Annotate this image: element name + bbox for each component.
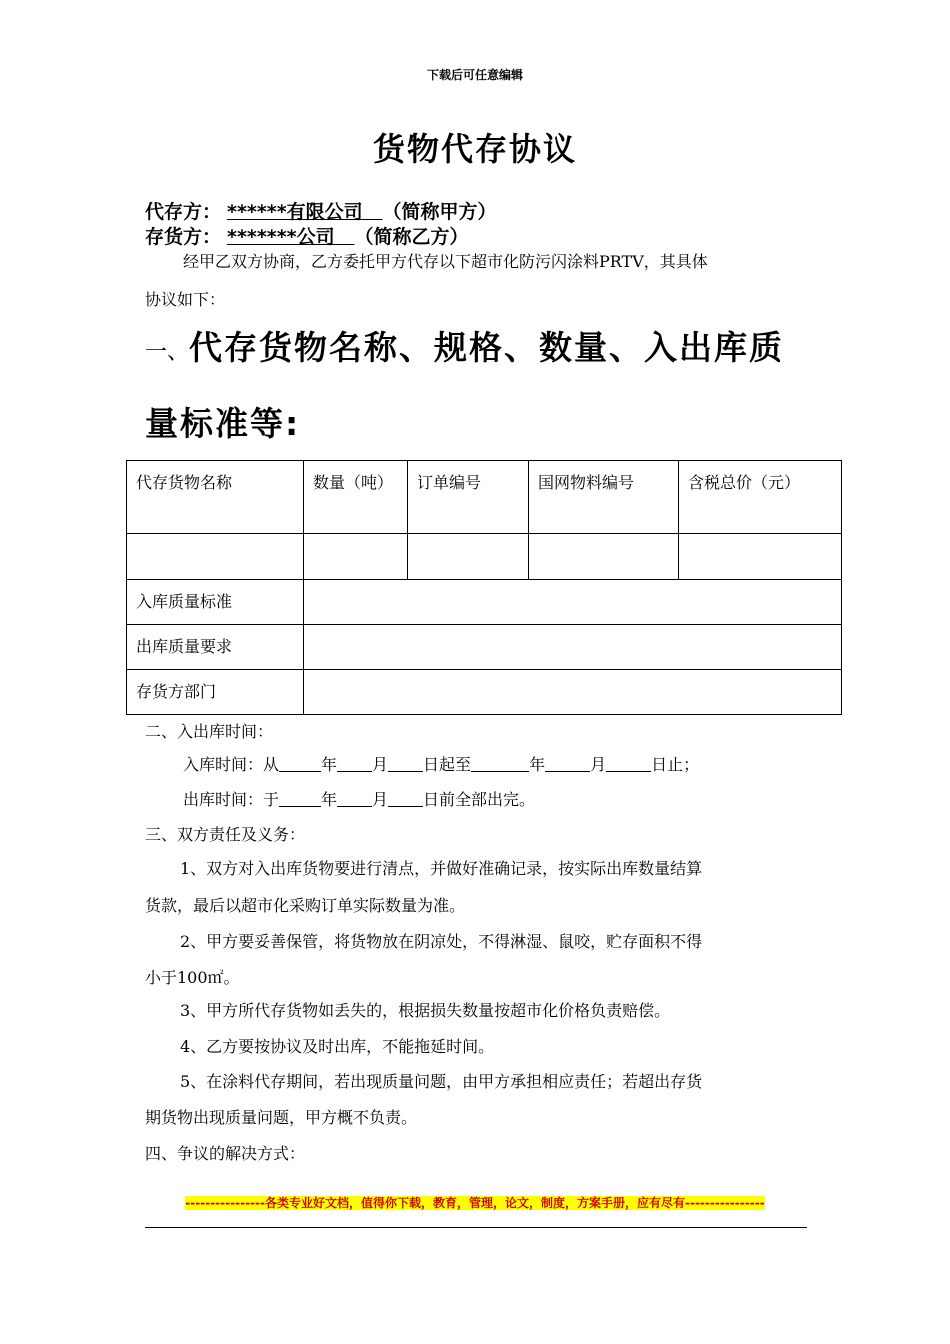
table-header-row: [127, 461, 842, 534]
footer-divider: [145, 1227, 807, 1228]
intro-line-2: 协议如下：: [145, 290, 226, 309]
table-row-label: 入库质量标准: [127, 580, 304, 625]
table-cell: [304, 625, 842, 670]
section-3-item-5-line-2: 期货物出现质量问题，甲方概不负责。: [145, 1108, 418, 1127]
party-a-abbrev: （简称甲方）: [382, 201, 497, 223]
footer-ad-text: ----------------各类专业好文档，值得你下载，教育，管理，论文，制度，方案手册，应有尽有----------------: [185, 1196, 765, 1210]
table-header-cell: 含税总价（元）: [679, 461, 842, 534]
table-row-label: 存货方部门: [127, 670, 304, 715]
table-row: [127, 580, 842, 625]
party-a-name: ******有限公司: [227, 201, 363, 223]
party-a-label: 代存方：: [145, 201, 222, 223]
section-3-item-2-line-1: 2、甲方要妥善保管，将货物放在阴凉处，不得淋湿、鼠咬，贮存面积不得: [180, 932, 703, 951]
section-3-heading: 三、双方责任及义务：: [145, 825, 306, 844]
table-row-label: 出库质量要求: [127, 625, 304, 670]
table-row: [127, 625, 842, 670]
table-cell: [127, 534, 304, 580]
section-3-item-2-line-2: 小于100㎡。: [145, 968, 240, 987]
table-cell: [304, 534, 408, 580]
section-3-item-1-line-2: 货款，最后以超市化采购订单实际数量为准。: [145, 896, 466, 915]
section-3-item-5-line-1: 5、在涂料代存期间，若出现质量问题，由甲方承担相应责任；若超出存货: [180, 1072, 703, 1091]
document-title: 货物代存协议: [372, 130, 577, 168]
footer-ad-banner: [170, 1195, 780, 1212]
table-cell: [679, 534, 842, 580]
section-3-item-4: 4、乙方要按协议及时出库，不能拖延时间。: [180, 1037, 495, 1056]
header-note: 下载后可任意编辑: [426, 68, 523, 82]
inbound-time-line: 入库时间：从 年 月 日起至 年 月 日止；: [183, 755, 700, 774]
intro-line-1: 经甲乙双方协商，乙方委托甲方代存以下超市化防污闪涂料PRTV，其具体: [183, 252, 708, 271]
outbound-time-line: 出库时间：于 年 月 日前全部出完。: [183, 790, 536, 809]
table-cell: [304, 580, 842, 625]
party-b-line: [145, 222, 468, 249]
section-3-item-3: 3、甲方所代存货物如丢失的，根据损失数量按超市化价格负责赔偿。: [180, 1001, 671, 1020]
party-b-abbrev: （简称乙方）: [354, 226, 469, 248]
table-cell: [529, 534, 679, 580]
table-cell: [408, 534, 529, 580]
party-b-name: *******公司: [227, 226, 335, 248]
table-header-cell: 代存货物名称: [127, 461, 304, 534]
goods-table: [126, 460, 842, 715]
section-2-heading: 二、入出库时间：: [145, 722, 274, 741]
section-1-heading-line-2: 量标准等:: [145, 404, 301, 443]
section-1-heading-line-1: [145, 322, 784, 369]
section-4-heading: 四、争议的解决方式：: [145, 1144, 306, 1163]
section-1-heading-text-1: 代存货物名称、规格、数量、入出库质: [189, 328, 785, 367]
table-header-cell: 订单编号: [408, 461, 529, 534]
party-b-label: 存货方：: [145, 226, 222, 248]
section-1-number: 一、: [145, 340, 190, 365]
party-a-line: [145, 197, 497, 224]
table-row: [127, 534, 842, 580]
table-header-cell: 国网物料编号: [529, 461, 679, 534]
table-row: [127, 670, 842, 715]
table-header-cell: 数量（吨）: [304, 461, 408, 534]
table-cell: [304, 670, 842, 715]
section-3-item-1-line-1: 1、双方对入出库货物要进行清点，并做好准确记录，按实际出库数量结算: [180, 859, 703, 878]
